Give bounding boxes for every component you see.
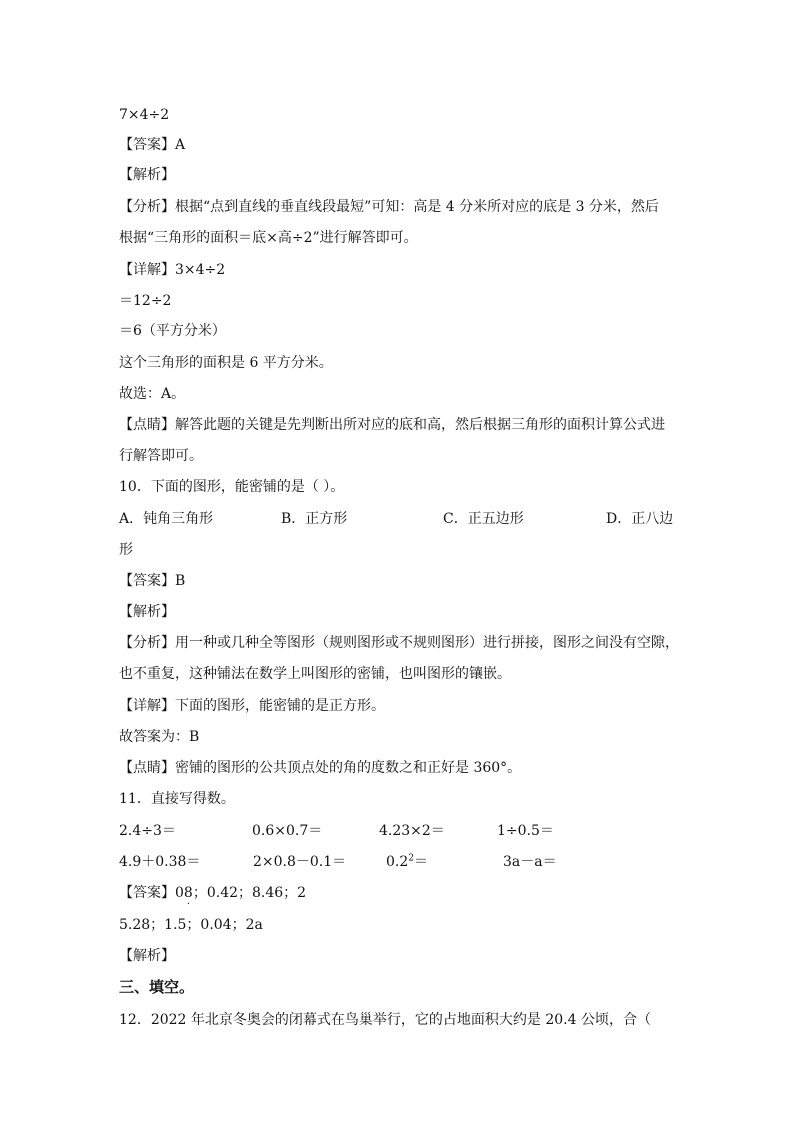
repeating-digit — [183, 884, 193, 910]
calc-item: 0.6×0.7＝ — [252, 823, 323, 839]
calc-item: 4.23×2＝ — [379, 823, 445, 839]
text-line: 行解答即可。 — [119, 448, 203, 464]
section-heading: 三、填空。 — [119, 978, 195, 996]
analysis-heading: 【解析】 — [119, 604, 175, 620]
question-11: 11．直接写得数。 — [119, 791, 235, 807]
text-line: 【点睛】解答此题的关键是先判断出所对应的底和高，然后根据三角形的面积计算公式进 — [119, 417, 665, 433]
text-line: 故选：A。 — [119, 386, 186, 402]
text-line: 根据“三角形的面积＝底×高÷2”进行解答即可。 — [119, 230, 418, 246]
question-12: 12．2022 年北京冬奥会的闭幕式在鸟巢举行，它的占地面积大约是 20.4 公顷，合（ — [119, 1012, 651, 1028]
text-line: 故答案为：B — [119, 729, 200, 745]
option-c: C．正五边形 — [443, 511, 524, 527]
calc-item: 2×0.8－0.1＝ — [253, 854, 347, 870]
text-line: 【点睛】密铺的图形的公共顶点处的角的度数之和正好是 360°。 — [119, 760, 522, 776]
calc-item: 4.9＋0.38＝ — [119, 854, 201, 870]
answer-line — [119, 884, 307, 910]
answer-line: 【答案】A — [119, 137, 186, 153]
answer-line: 【答案】B — [119, 573, 186, 589]
text-line: 【分析】根据“点到直线的垂直线段最短”可知：高是 4 分米所对应的底是 3 分米，然后 — [119, 199, 659, 215]
text-line: 也不重复，这种铺法在数学上叫图形的密铺，也叫图形的镶嵌。 — [119, 666, 511, 682]
text-line: 【详解】下面的图形，能密铺的是正方形。 — [119, 698, 385, 714]
text-line: 这个三角形的面积是 6 平方分米。 — [119, 355, 333, 371]
option-b: B．正方形 — [281, 511, 348, 527]
calc-item: 1÷0.5＝ — [497, 823, 554, 839]
answer-rest: ；0.42；8.46；2 — [192, 885, 307, 901]
answer-prefix: 【答案】0 — [119, 885, 184, 901]
repeating-digit-value: 8 — [183, 885, 193, 901]
text-line: 7×4÷2 — [119, 107, 170, 123]
repeating-dot: · — [186, 899, 191, 910]
analysis-heading: 【解析】 — [119, 948, 175, 964]
answer-line: 5.28；1.5；0.04；2a — [119, 917, 263, 933]
option-a: A．钝角三角形 — [119, 511, 214, 527]
text-line: ＝12÷2 — [119, 293, 172, 309]
text-line: 【详解】3×4÷2 — [119, 262, 226, 278]
option-d-continued: 形 — [119, 542, 133, 558]
calc-item: 3a－a＝ — [503, 854, 557, 870]
option-d: D．正八边 — [606, 511, 674, 527]
calc-item-power — [386, 853, 428, 871]
text-line: ＝6（平方分米） — [119, 323, 226, 339]
power-base: 0.2 — [386, 854, 409, 870]
text-line: 【分析】用一种或几种全等图形（规则图形或不规则图形）进行拼接，图形之间没有空隙， — [119, 635, 679, 651]
calc-item: 2.4÷3＝ — [119, 823, 176, 839]
question-10: 10．下面的图形，能密铺的是（ ）。 — [119, 479, 345, 495]
equals-sign: ＝ — [414, 854, 428, 870]
analysis-heading: 【解析】 — [119, 167, 175, 183]
power-exponent: 2 — [408, 853, 414, 864]
